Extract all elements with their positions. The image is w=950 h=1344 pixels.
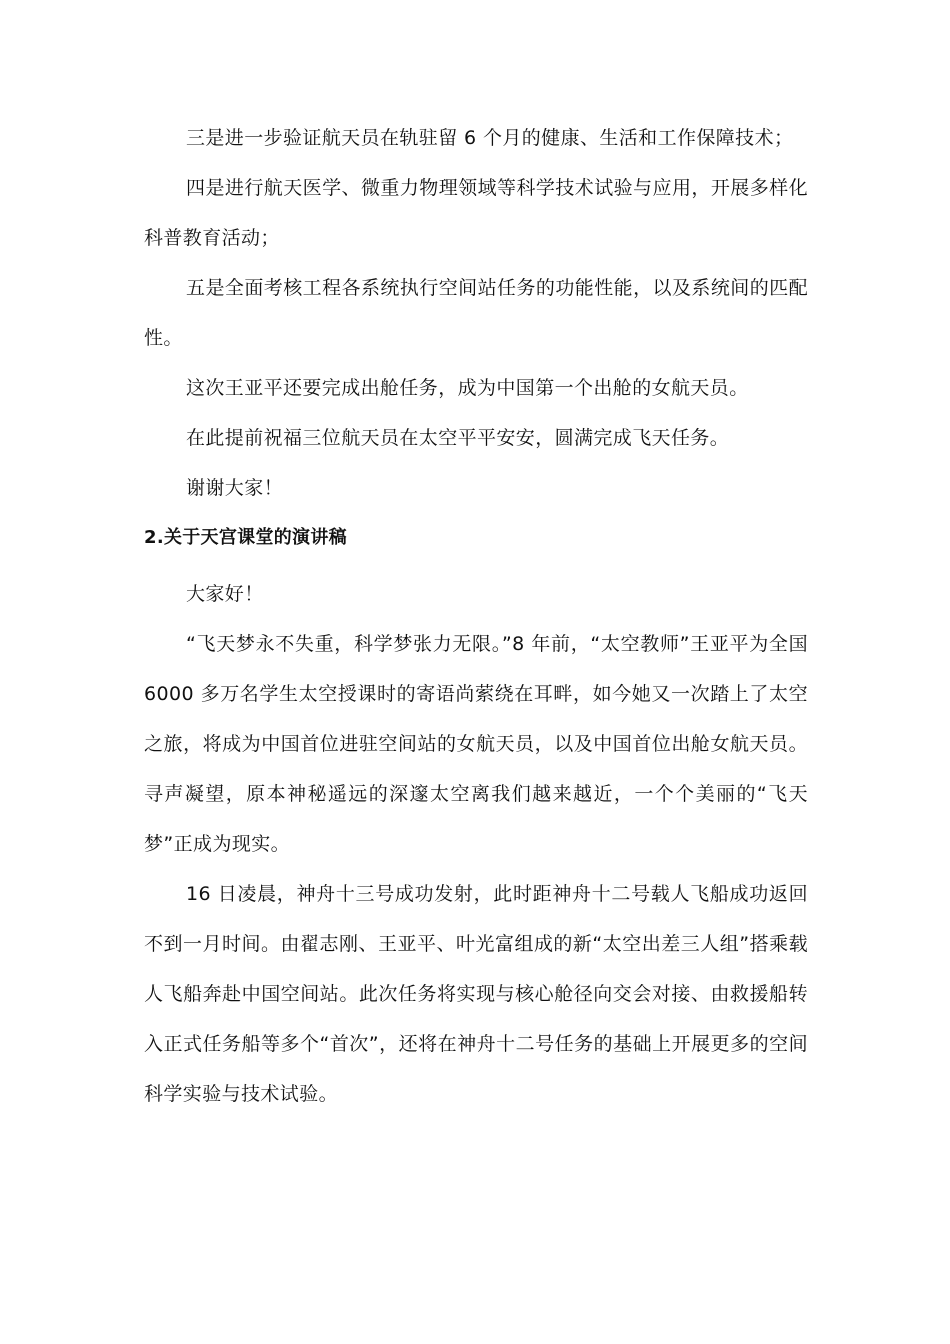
paragraph-space-dream: “飞天梦永不失重，科学梦张力无限。”8 年前，“太空教师”王亚平为全国 6000 多万名学生太空授课时的寄语尚萦绕在耳畔，如今她又一次踏上了太空之旅，将成为中国首位进驻空间站的女航天员，以及中国首位出舱女航天员。寻声凝望，原本神秘遥远的深邃太空离我们越来越近，一个个美丽的“飞天梦”正成为现实。	[144, 633, 808, 855]
paragraph-greeting: 大家好！	[186, 583, 264, 605]
paragraph-point-three: 三是进一步验证航天员在轨驻留 6 个月的健康、生活和工作保障技术；	[186, 127, 794, 149]
paragraph-blessing: 在此提前祝福三位航天员在太空平平安安，圆满完成飞天任务。	[186, 427, 730, 449]
document-body	[144, 113, 808, 1119]
paragraph-point-five: 五是全面考核工程各系统执行空间站任务的功能性能，以及系统间的匹配性。	[144, 277, 808, 349]
paragraph-launch: 16 日凌晨，神舟十三号成功发射，此时距神舟十二号载人飞船成功返回不到一月时间。由翟志刚、王亚平、叶光富组成的新“太空出差三人组”搭乘载人飞船奔赴中国空间站。此次任务将实现与核心舱径向交会对接、由救援船转入正式任务船等多个“首次”，还将在神舟十二号任务的基础上开展更多的空间科学实验与技术试验。	[144, 883, 808, 1105]
paragraph-spacewalk: 这次王亚平还要完成出舱任务，成为中国第一个出舱的女航天员。	[186, 377, 749, 399]
paragraph-point-four: 四是进行航天医学、微重力物理领域等科学技术试验与应用，开展多样化科普教育活动；	[144, 177, 808, 249]
section-heading: 2.关于天宫课堂的演讲稿	[144, 527, 347, 548]
paragraph-thanks: 谢谢大家！	[186, 477, 284, 499]
